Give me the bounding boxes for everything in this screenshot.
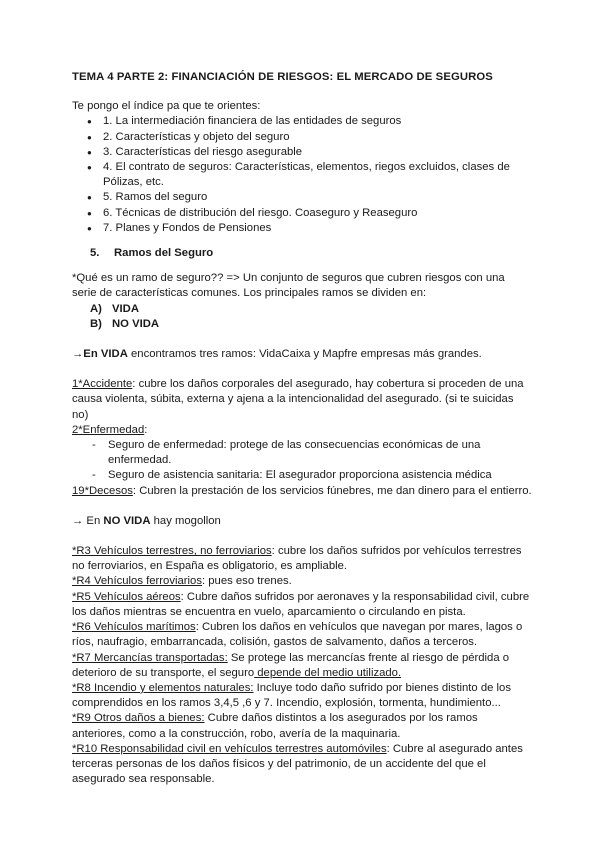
index-item: ● 2. Características y objeto del seguro bbox=[89, 130, 532, 145]
accidente-paragraph bbox=[72, 377, 532, 423]
enfermedad-item: - Seguro de asistencia sanitaria: El asegurador proporciona asistencia médica bbox=[90, 468, 532, 483]
ramo-paragraph bbox=[72, 681, 532, 711]
ramo-text: Incluye todo daño sufrido por bienes distinto de los comprendidos en los ramos 3,4,5 ,6 y 7. Incendio, explosión, tormenta, hundimiento... bbox=[72, 681, 511, 710]
branch-label: VIDA bbox=[112, 302, 139, 315]
decesos-label: 19*Decesos bbox=[72, 484, 133, 497]
accidente-label: 1*Accidente bbox=[72, 378, 133, 391]
branch-item bbox=[90, 302, 532, 317]
ramo-label: *R8 Incendio y elementos naturales: bbox=[72, 681, 254, 694]
enfermedad-item: - Seguro de enfermedad: protege de las consecuencias económicas de una enfermedad. bbox=[90, 438, 532, 468]
index-item: ● 4. El contrato de seguros: Características, elementos, riegos excluidos, clases de Pólizas, etc. bbox=[89, 160, 532, 190]
question-text: *Qué es un ramo de seguro?? => Un conjunto de seguros que cubren riesgos con una serie de características comunes. Los principales ramos se dividen en: bbox=[72, 272, 505, 300]
ramo-paragraph bbox=[72, 544, 532, 574]
ramo-label: *R3 Vehículos terrestres, no ferroviarios bbox=[72, 545, 272, 558]
ramo-label: *R7 Mercancías transportadas: bbox=[72, 651, 228, 664]
ramo-text: : Cubren los daños en vehículos que navegan por mares, lagos o ríos, naufragio, embarrancada, colisión, gastos de salvamento, daños a terceros. bbox=[72, 621, 523, 649]
ramo-label: *R4 Vehículos ferroviarios bbox=[72, 575, 202, 588]
branch-label: NO VIDA bbox=[112, 317, 160, 330]
ramo-label: *R5 Vehículos aéreos bbox=[72, 590, 181, 603]
decesos-text: : Cubren la prestación de los servicios fúnebres, me dan dinero para el entierro. bbox=[132, 484, 532, 497]
no-vida-paragraph bbox=[72, 514, 532, 529]
ramo-text: : Cubre daños sufridos por aeronaves y la responsabilidad civil, cubre los daños mientras se encuentra en vuelo, aparcamiento o circulando en pista. bbox=[72, 590, 530, 618]
branch-list bbox=[72, 302, 532, 332]
branch-item bbox=[90, 317, 532, 332]
ramo-label: *R9 Otros daños a bienes: bbox=[72, 712, 205, 725]
vida-bold: En VIDA bbox=[83, 348, 128, 361]
enfermedad-paragraph bbox=[72, 423, 532, 438]
branch-letter: A) bbox=[90, 302, 102, 315]
intro-text: Te pongo el índice pa que te orientes: bbox=[72, 100, 261, 113]
section-number: 5. bbox=[90, 247, 100, 260]
decesos-paragraph bbox=[72, 484, 532, 499]
enfermedad-text: : bbox=[144, 423, 148, 436]
vida-paragraph bbox=[72, 347, 532, 362]
accidente-text: : cubre los daños corporales del asegurado, hay cobertura si proceden de una causa violenta, súbita, externa y ajena a la intencionalidad del asegurado. (si te suicidas no) bbox=[72, 378, 524, 421]
ramo-paragraph bbox=[72, 742, 532, 788]
ramo-paragraph bbox=[72, 711, 532, 741]
ramo-text-underlined: depende del medio utilizado. bbox=[254, 666, 402, 679]
enfermedad-label: 2*Enfermedad bbox=[72, 423, 145, 436]
ramo-paragraph bbox=[72, 620, 532, 650]
ramo-text: Se protege las mercancías frente al riesgo de pérdida o deterioro de su transporte, el seguro bbox=[72, 651, 510, 679]
index-item: ● 1. La intermediación financiera de las entidades de seguros bbox=[89, 114, 532, 129]
index-item: ● 5. Ramos del seguro bbox=[89, 190, 532, 205]
no-vida-text: hay mogollon bbox=[150, 514, 221, 527]
index-item: ● 3. Características del riesgo asegurable bbox=[89, 145, 532, 160]
ramo-label: *R10 Responsabilidad civil en vehículos terrestres automóviles bbox=[72, 742, 387, 755]
section-label: Ramos del Seguro bbox=[114, 247, 214, 260]
document-page bbox=[72, 70, 532, 787]
ramo-label: *R6 Vehículos marítimos bbox=[72, 621, 196, 634]
ramo-paragraph bbox=[72, 590, 532, 620]
index-list bbox=[72, 114, 532, 236]
index-item: ● 7. Planes y Fondos de Pensiones bbox=[89, 221, 532, 236]
no-vida-pre: → En bbox=[72, 514, 104, 527]
no-vida-bold: NO VIDA bbox=[103, 514, 151, 527]
ramo-text: Cubre daños distintos a los asegurados por los ramos anteriores, como a la construcción, robo, avería de la maquinaria. bbox=[72, 712, 478, 740]
ramo-paragraph bbox=[72, 651, 532, 681]
section-heading bbox=[90, 246, 532, 261]
ramo-paragraph bbox=[72, 574, 532, 589]
index-item: ● 6. Técnicas de distribución del riesgo. Coaseguro y Reaseguro bbox=[89, 206, 532, 221]
ramo-text: : cubre los daños sufridos por vehículos terrestres no ferroviarios, en España es obligatorio, es ampliable. bbox=[72, 545, 522, 573]
branch-letter: B) bbox=[90, 317, 102, 330]
arrow-icon: → bbox=[72, 348, 84, 361]
ramo-text: : pues eso trenes. bbox=[201, 575, 292, 588]
page-title: TEMA 4 PARTE 2: FINANCIACIÓN DE RIESGOS: EL MERCADO DE SEGUROS bbox=[72, 71, 493, 83]
enfermedad-list bbox=[72, 438, 532, 484]
vida-text: encontramos tres ramos: VidaCaixa y Mapfre empresas más grandes. bbox=[127, 348, 482, 361]
ramo-text: : Cubre al asegurado antes terceras personas de los daños físicos y del patrimonio, de un accidente del que el asegurado sea responsable. bbox=[72, 742, 523, 786]
